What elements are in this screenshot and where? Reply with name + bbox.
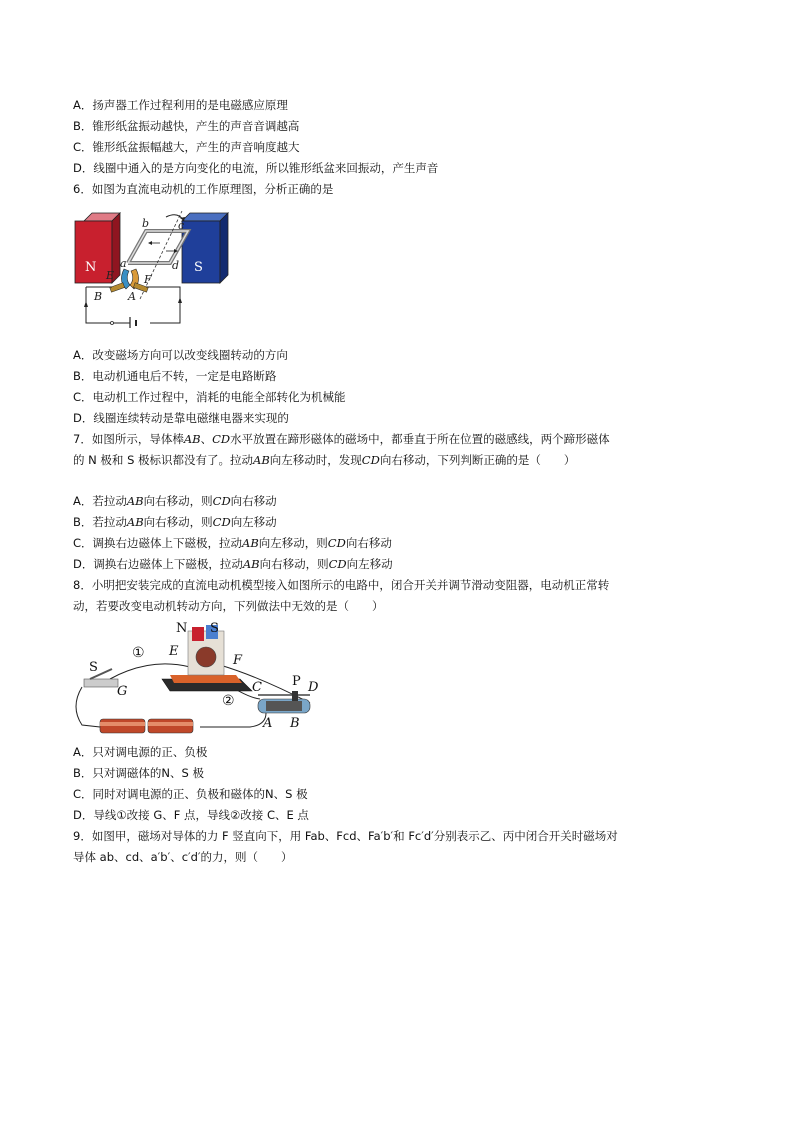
q6-option-b: B．电动机通电后不转，一定是电路断路: [73, 369, 277, 383]
fig8-d-label: D: [308, 680, 319, 695]
label-e: E: [106, 269, 115, 282]
q8-stem-line-2: 动，若要改变电动机转动方向，下列做法中无效的是（ ）: [73, 599, 384, 613]
fig8-a-label: A: [263, 716, 273, 731]
label-d: d: [172, 259, 180, 272]
fig8-n-label: N: [176, 621, 188, 636]
motor-principle-figure: [70, 203, 240, 328]
q7-stem-line-2: 的 N 极和 S 极标识都没有了。拉动AB向左移动时，发现CD向右移动，下列判断正确的是（ ）: [73, 453, 576, 467]
fig8-f-label: F: [233, 653, 243, 668]
label-b: b: [142, 217, 150, 230]
motor-circuit-figure: [70, 617, 340, 742]
q7-option-a: A．若拉动AB向右移动，则CD向右移动: [73, 494, 277, 508]
q9-stem-line-2: 导体 ab、cd、a′b′、c′d′的力，则（ ）: [73, 850, 293, 864]
fig8-c-label: C: [252, 680, 262, 695]
wire-2-label: ②: [222, 693, 235, 709]
q5-option-c: C．锥形纸盆振幅越大，产生的声音响度越大: [73, 140, 300, 154]
label-b-brush: B: [94, 290, 103, 303]
s-label: S: [194, 260, 203, 275]
label-a-brush: A: [128, 290, 136, 303]
q6-option-d: D．线圈连续转动是靠电磁继电器来实现的: [73, 411, 289, 425]
q6-option-a: A．改变磁场方向可以改变线圈转动的方向: [73, 348, 288, 362]
switch-s-label: S: [89, 660, 98, 675]
fig8-e-label-top: E: [169, 644, 179, 659]
q5-option-a: A．扬声器工作过程利用的是电磁感应原理: [73, 98, 288, 112]
q8-option-b: B．只对调磁体的N、S 极: [73, 766, 204, 780]
q7-option-c: C．调换右边磁体上下磁极，拉动AB向左移动，则CD向右移动: [73, 536, 392, 550]
label-c: c: [178, 219, 185, 232]
q7-stem-line-1: 7．如图所示，导体棒AB、CD水平放置在蹄形磁体的磁场中，都垂直于所在位置的磁感线，两个蹄形磁体: [73, 432, 610, 446]
q6-stem: 6．如图为直流电动机的工作原理图，分析正确的是: [73, 182, 334, 196]
wire-1-label: ①: [132, 645, 145, 661]
q7-option-d: D．调换右边磁体上下磁极，拉动AB向右移动，则CD向左移动: [73, 557, 393, 571]
q8-option-d: D．导线①改接 G、F 点，导线②改接 C、E 点: [73, 808, 309, 822]
q6-option-c: C．电动机工作过程中，消耗的电能全部转化为机械能: [73, 390, 346, 404]
q8-option-c: C．同时对调电源的正、负极和磁体的N、S 极: [73, 787, 308, 801]
q5-option-d: D．线圈中通入的是方向变化的电流，所以锥形纸盆来回振动，产生声音: [73, 161, 439, 175]
fig8-s-label: S: [210, 621, 219, 636]
q8-stem-line-1: 8．小明把安装完成的直流电动机模型接入如图所示的电路中，闭合开关并调节滑动变阻器，电动机正常转: [73, 578, 610, 592]
q7-option-b: B．若拉动AB向右移动，则CD向左移动: [73, 515, 277, 529]
fig8-g-label: G: [117, 684, 128, 699]
label-f: F: [144, 273, 152, 286]
fig8-b-label: B: [290, 716, 300, 731]
q5-option-b: B．锥形纸盆振动越快，产生的声音音调越高: [73, 119, 300, 133]
q8-option-a: A．只对调电源的正、负极: [73, 745, 208, 759]
label-a: a: [120, 257, 127, 270]
fig8-p-label: P: [292, 674, 301, 689]
q9-stem-line-1: 9．如图甲，磁场对导体的力 F 竖直向下，用 Fab、Fcd、Fa′b′和 Fc′d′分别表示乙、丙中闭合开关时磁场对: [73, 829, 618, 843]
n-label: N: [85, 260, 97, 275]
